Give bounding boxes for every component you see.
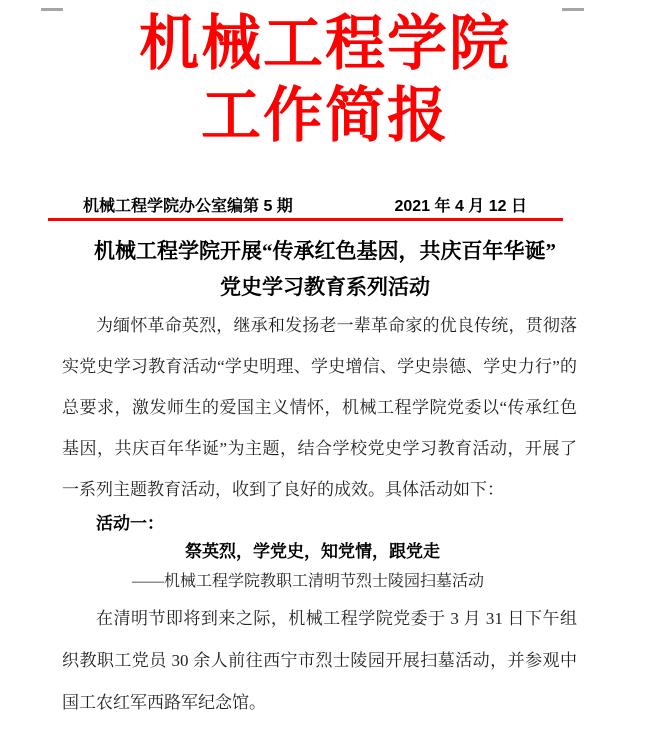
article-title bbox=[20, 233, 630, 305]
masthead-line1: 机械工程学院 bbox=[139, 10, 511, 77]
page-top-left-mark bbox=[41, 8, 63, 11]
activity-one-paragraph: 在清明节即将到来之际，机械工程学院党委于 3 月 31 日下午组织教职工党员 30 余人前往西宁市烈士陵园开展扫墓活动，并参观中国工农红军西路军纪念馆。 bbox=[62, 609, 577, 712]
masthead-line2: 工作简报 bbox=[201, 82, 449, 149]
article-title-line2: 党史学习教育系列活动 bbox=[220, 275, 430, 299]
activity-one-headline: 祭英烈，学党史，知党情，跟党走 bbox=[185, 542, 440, 561]
activity-one-subtitle: ——机械工程学院教职工清明节烈士陵园扫墓活动 bbox=[132, 573, 485, 590]
issue-info-bar bbox=[48, 197, 563, 221]
intro-paragraph: 为缅怀革命英烈，继承和发扬老一辈革命家的优良传统，贯彻落实党史学习教育活动“学史明理、学史增信、学史崇德、学史力行”的总要求，激发师生的爱国主义情怀，机械工程学院党委以“传承红色基因，共庆百年华诞”为主题，结合学校党史学习教育活动，开展了一系列主题教育活动，收到了良好的成效。具体活动如下： bbox=[62, 316, 577, 499]
issue-date: 2021 年 4 月 12 日 bbox=[394, 198, 527, 215]
activity-one-label: 活动一： bbox=[96, 514, 164, 533]
masthead-title bbox=[0, 8, 650, 152]
article-title-line1: 机械工程学院开展“传承红色基因，共庆百年华诞” bbox=[94, 239, 556, 263]
issue-number: 机械工程学院办公室编第 5 期 bbox=[83, 198, 293, 215]
briefing-page bbox=[0, 8, 650, 736]
page-top-right-mark bbox=[562, 8, 584, 11]
